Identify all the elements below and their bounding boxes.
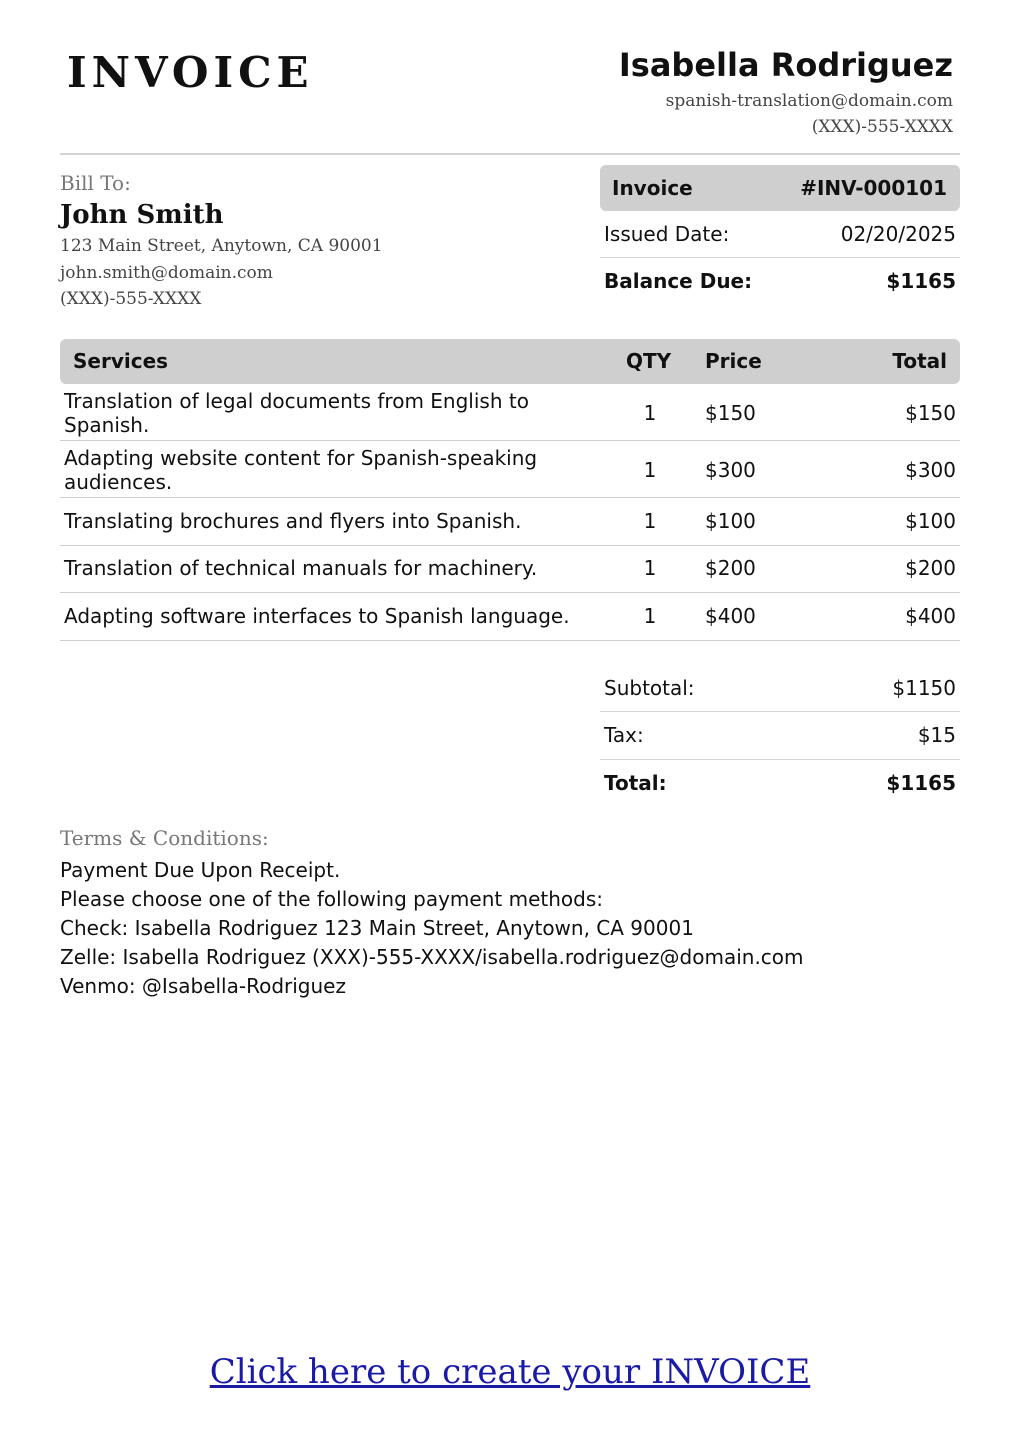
service-description: Translation of legal documents from English to Spanish. [64,389,529,437]
service-price: $150 [705,401,756,425]
client-phone: (XXX)-555-XXXX [60,289,202,309]
invoice-number-header [600,165,960,211]
balance-due-value: $1165 [886,269,956,293]
issued-date-row [600,212,960,258]
tax-row [600,713,960,759]
sender-email: spanish-translation@domain.com [665,91,953,111]
table-row [60,441,960,498]
client-address: 123 Main Street, Anytown, CA 90001 [60,236,383,256]
service-total: $300 [905,458,956,482]
bill-to-label: Bill To: [60,171,131,195]
subtotal-row [600,666,960,712]
table-row [60,546,960,593]
meta-divider [600,257,960,258]
balance-due-row [600,259,960,305]
service-total: $100 [905,509,956,533]
service-description: Adapting website content for Spanish-speaking audiences. [64,446,538,494]
subtotal-value: $1150 [892,676,956,700]
services-table-header [60,339,960,384]
service-total: $150 [905,401,956,425]
table-row [60,498,960,546]
header-divider [60,153,960,155]
sender-name: Isabella Rodriguez [618,46,953,84]
totals-divider [600,759,960,760]
service-total: $200 [905,556,956,580]
terms-line: Check: Isabella Rodriguez 123 Main Street, Anytown, CA 90001 [60,916,694,940]
balance-due-label: Balance Due: [604,269,753,293]
client-name: John Smith [60,200,224,230]
service-price: $300 [705,458,756,482]
service-qty: 1 [643,401,657,425]
total-label: Total: [604,771,667,795]
service-qty: 1 [643,556,657,580]
tax-value: $15 [917,723,956,747]
terms-line: Payment Due Upon Receipt. [60,858,341,882]
totals-divider [600,711,960,712]
invoice-label: Invoice [612,176,693,200]
service-qty: 1 [643,604,657,628]
service-total: $400 [905,604,956,628]
total-value: $1165 [886,771,956,795]
terms-line: Please choose one of the following payment methods: [60,887,603,911]
create-invoice-link[interactable]: Click here to create your INVOICE [209,1352,811,1392]
terms-line: Venmo: @Isabella-Rodriguez [60,974,346,998]
client-email: john.smith@domain.com [60,263,273,283]
issued-date-label: Issued Date: [604,222,730,246]
service-price: $200 [705,556,756,580]
table-row [60,384,960,441]
total-column-header: Total [892,349,947,373]
terms-line: Zelle: Isabella Rodriguez (XXX)-555-XXXX/isabella.rodriguez@domain.com [60,945,804,969]
service-qty: 1 [643,509,657,533]
issued-date-value: 02/20/2025 [840,222,956,246]
invoice-title: INVOICE [67,48,314,97]
service-description: Translation of technical manuals for machinery. [64,556,538,580]
sender-phone: (XXX)-555-XXXX [811,117,953,137]
terms-label: Terms & Conditions: [60,826,269,850]
services-column-header: Services [73,349,169,373]
subtotal-label: Subtotal: [604,676,695,700]
total-row [600,761,960,807]
price-column-header: Price [705,349,762,373]
service-price: $100 [705,509,756,533]
qty-column-header: QTY [626,349,672,373]
table-row [60,593,960,641]
invoice-number: #INV-000101 [800,176,947,200]
service-price: $400 [705,604,756,628]
service-description: Adapting software interfaces to Spanish language. [64,604,570,628]
service-qty: 1 [643,458,657,482]
service-description: Translating brochures and flyers into Spanish. [64,509,522,533]
tax-label: Tax: [604,723,644,747]
